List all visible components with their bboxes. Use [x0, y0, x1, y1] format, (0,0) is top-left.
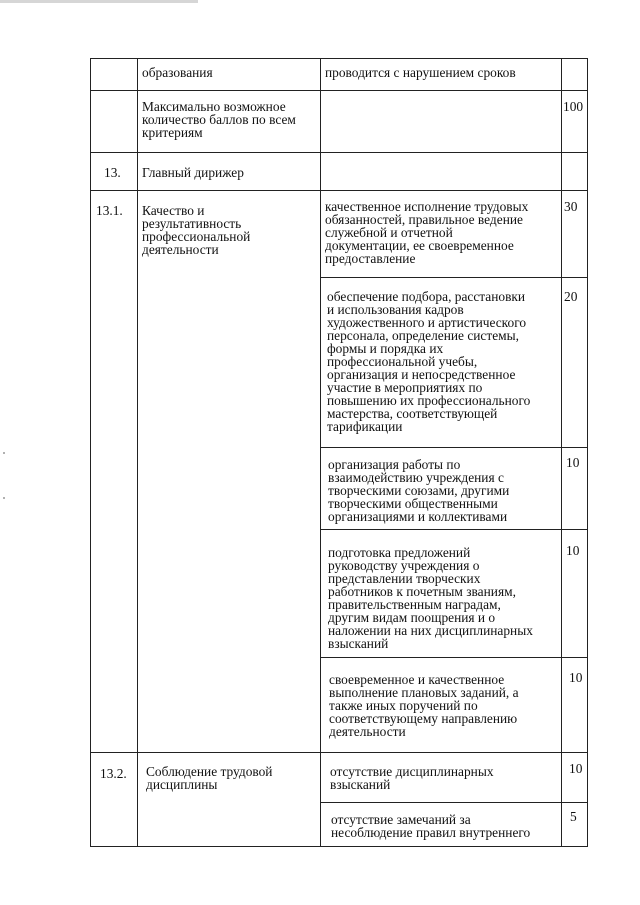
table-rule [90, 90, 588, 91]
score-cell: 30 [564, 199, 578, 214]
score-cell: 100 [563, 99, 584, 114]
section-title: Главный дирижер [142, 165, 244, 180]
indicator-text: подготовка предложений руководству учреждения о представлении творческих работников к почетным званиям, правительственным наградам, другим видам поощрения и о наложении на них дисциплинарных взысканий [328, 545, 533, 651]
table-rule [320, 58, 321, 847]
table-rule [320, 802, 588, 803]
table-rule [90, 846, 588, 847]
criterion-name: Качество и результативность профессиональной деятельности [142, 203, 251, 257]
table-rule [90, 190, 588, 191]
table-rule [320, 529, 588, 530]
table-rule [137, 58, 138, 847]
table-rule [320, 277, 588, 278]
indicator-text: организация работы по взаимодействию учреждения с творческими союзами, другими творческими общественными организациями и коллективами [328, 457, 510, 524]
table-rule [320, 447, 588, 448]
row-number: 13.2. [100, 766, 127, 781]
indicator-text: отсутствие дисциплинарных взысканий [330, 764, 494, 792]
table-cell-text: образования [142, 65, 213, 80]
score-cell: 10 [569, 670, 583, 685]
row-number: 13.1. [96, 203, 123, 218]
table-rule [561, 58, 562, 847]
table-rule [320, 657, 588, 658]
score-cell: 5 [570, 809, 577, 824]
table-cell-text: проводится с нарушением сроков [325, 65, 516, 80]
scan-artifact [3, 452, 5, 454]
table-rule [90, 58, 588, 59]
table-rule [90, 752, 588, 753]
scan-artifact [0, 0, 330, 3]
table-rule [90, 58, 91, 847]
criterion-name: Соблюдение трудовой дисциплины [146, 764, 273, 792]
score-cell: 20 [564, 289, 578, 304]
indicator-text: обеспечение подбора, расстановки и использования кадров художественного и артистического персонала, определение системы, формы и порядка их профессиональной учебы, организация и непосредственное участие в мероприятиях по повышению их профессионального мастерства, соответствующей тарификации [327, 289, 531, 434]
table-cell-text: Максимально возможное количество баллов по всем критериям [142, 99, 296, 140]
score-cell: 10 [566, 455, 580, 470]
row-number: 13. [104, 165, 121, 180]
table-rule [587, 58, 588, 847]
indicator-text: своевременное и качественное выполнение плановых заданий, а также иных поручений по соответствующему направлению деятельности [329, 672, 519, 739]
indicator-text: отсутствие замечаний за несоблюдение правил внутреннего [331, 812, 531, 840]
score-cell: 10 [566, 543, 580, 558]
table-rule [90, 152, 588, 153]
score-cell: 10 [569, 761, 583, 776]
indicator-text: качественное исполнение трудовых обязанностей, правильное ведение служебной и отчетной документации, ее своевременное предоставление [325, 199, 529, 266]
scan-artifact [3, 497, 5, 499]
